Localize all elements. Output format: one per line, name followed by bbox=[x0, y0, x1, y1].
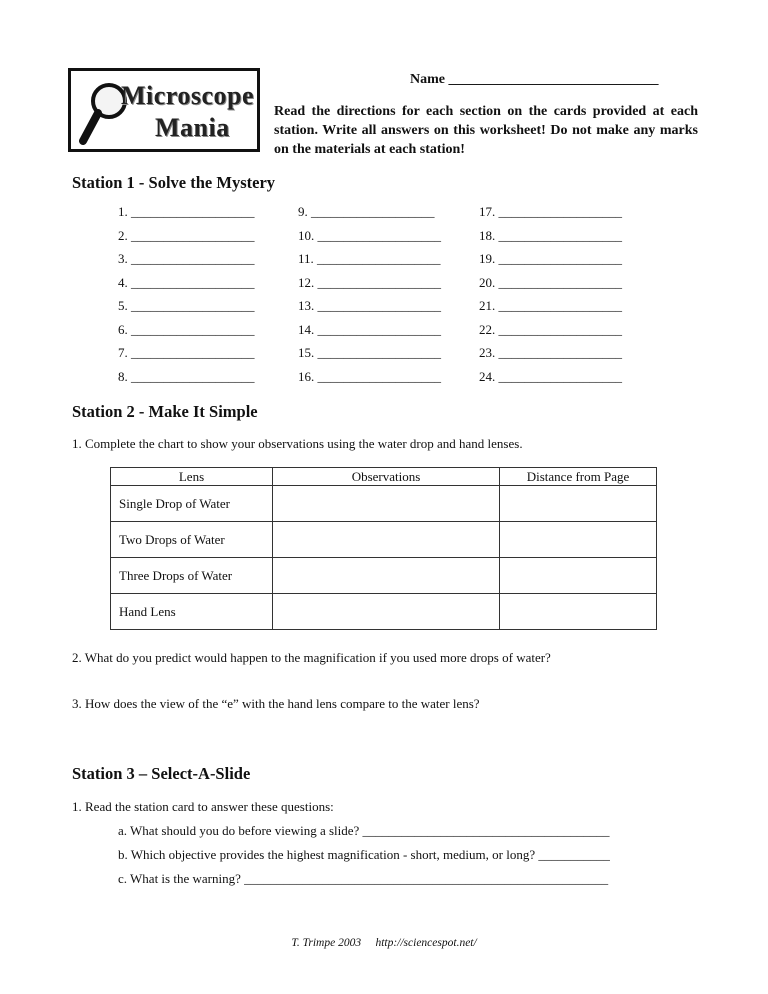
table-row bbox=[111, 594, 657, 630]
station2-question-3: 3. How does the view of the “e” with the hand lens compare to the water lens? bbox=[72, 696, 480, 711]
distance-cell[interactable] bbox=[500, 558, 657, 594]
answer-blank-10: 10. ___________________ bbox=[298, 227, 441, 243]
station1-column-2 bbox=[298, 204, 441, 392]
answer-blank-5: 5. ___________________ bbox=[118, 298, 255, 313]
answer-blank-1: 1. ___________________ bbox=[118, 204, 255, 219]
table-header-row bbox=[111, 468, 657, 486]
table-row bbox=[111, 522, 657, 558]
lens-label: Two Drops of Water bbox=[111, 522, 273, 558]
answer-blank-7: 7. ___________________ bbox=[118, 345, 255, 360]
answer-blank-11: 11. ___________________ bbox=[298, 251, 441, 266]
answer-blank-22: 22. ___________________ bbox=[479, 321, 622, 337]
footer-credit: T. Trimpe 2003 http://sciencespot.net/ bbox=[291, 937, 477, 949]
table-row bbox=[111, 558, 657, 594]
station3-question-c: c. What is the warning? ________________________________________________________ bbox=[118, 871, 609, 886]
observation-cell[interactable] bbox=[273, 558, 500, 594]
logo-word-mania: Mania bbox=[155, 113, 230, 142]
distance-cell[interactable] bbox=[500, 594, 657, 630]
answer-blank-9: 9. ___________________ bbox=[298, 204, 435, 219]
station3-title: Station 3 – Select-A-Slide bbox=[72, 764, 251, 783]
answer-blank-21: 21. ___________________ bbox=[479, 298, 622, 313]
station3-question-b: b. Which objective provides the highest magnification - short, medium, or long? ___________ bbox=[118, 847, 610, 862]
station2-question-2: 2. What do you predict would happen to the magnification if you used more drops of water? bbox=[72, 650, 551, 665]
answer-blank-2: 2. ___________________ bbox=[118, 227, 255, 243]
table-row bbox=[111, 486, 657, 522]
answer-blank-15: 15. ___________________ bbox=[298, 345, 441, 360]
answer-blank-6: 6. ___________________ bbox=[118, 321, 255, 337]
answer-blank-18: 18. ___________________ bbox=[479, 227, 622, 243]
lens-label: Single Drop of Water bbox=[111, 486, 273, 522]
answer-blank-19: 19. ___________________ bbox=[479, 251, 622, 266]
lens-label: Hand Lens bbox=[111, 594, 273, 630]
answer-blank-4: 4. ___________________ bbox=[118, 274, 255, 290]
answer-blank-8: 8. ___________________ bbox=[118, 368, 255, 384]
station2-title: Station 2 - Make It Simple bbox=[72, 402, 258, 421]
logo-word-microscope: Microscope bbox=[121, 81, 255, 110]
observation-cell[interactable] bbox=[273, 486, 500, 522]
answer-blank-12: 12. ___________________ bbox=[298, 274, 441, 290]
station2-question-1: 1. Complete the chart to show your observations using the water drop and hand lenses. bbox=[72, 436, 523, 451]
station3-question-a: a. What should you do before viewing a slide? ______________________________________ bbox=[118, 823, 610, 838]
header-lens: Lens bbox=[111, 468, 273, 486]
station1-title: Station 1 - Solve the Mystery bbox=[72, 173, 276, 192]
answer-blank-23: 23. ___________________ bbox=[479, 345, 622, 360]
answer-blank-17: 17. ___________________ bbox=[479, 204, 622, 219]
answer-blank-13: 13. ___________________ bbox=[298, 298, 441, 313]
distance-cell[interactable] bbox=[500, 522, 657, 558]
distance-cell[interactable] bbox=[500, 486, 657, 522]
header-distance: Distance from Page bbox=[500, 468, 657, 486]
lens-label: Three Drops of Water bbox=[111, 558, 273, 594]
microscope-mania-logo bbox=[68, 68, 260, 152]
directions-text: Read the directions for each section on the cards provided at each station. Write all answers on this worksheet! Do not make any marks on the materials at each station! bbox=[274, 104, 698, 157]
answer-blank-20: 20. ___________________ bbox=[479, 274, 622, 290]
name-field: Name ______________________________ bbox=[410, 72, 659, 87]
answer-blank-3: 3. ___________________ bbox=[118, 251, 255, 266]
header-observations: Observations bbox=[273, 468, 500, 486]
answer-blank-24: 24. ___________________ bbox=[479, 368, 622, 384]
observation-cell[interactable] bbox=[273, 594, 500, 630]
answer-blank-14: 14. ___________________ bbox=[298, 321, 441, 337]
lens-observation-table bbox=[110, 467, 657, 630]
station3-question-1: 1. Read the station card to answer these questions: bbox=[72, 799, 334, 814]
observation-cell[interactable] bbox=[273, 522, 500, 558]
station1-column-1 bbox=[118, 204, 255, 392]
answer-blank-16: 16. ___________________ bbox=[298, 368, 441, 384]
station1-column-3 bbox=[479, 204, 622, 392]
